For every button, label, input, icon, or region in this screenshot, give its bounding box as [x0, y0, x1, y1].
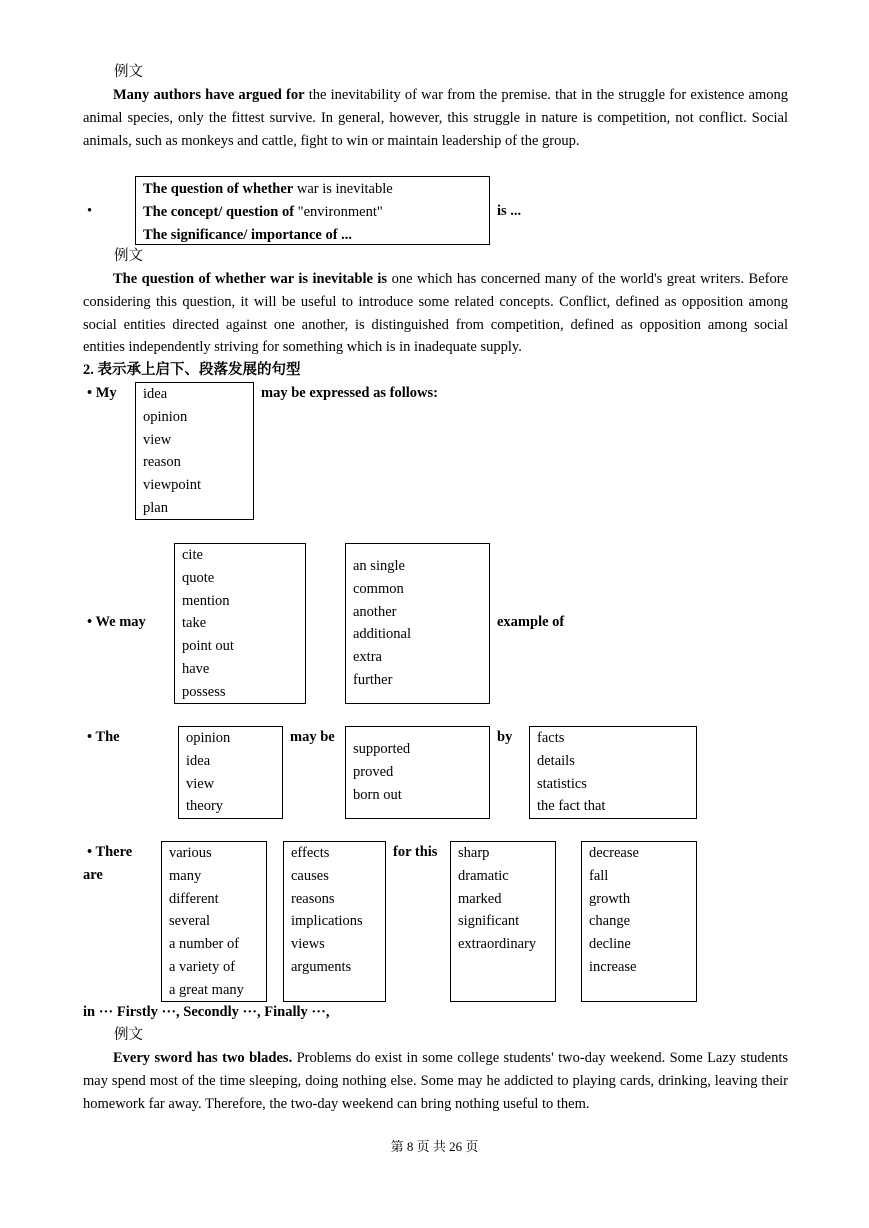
word-option: statistics [537, 775, 587, 792]
phrase-row [143, 201, 482, 224]
word-option: view [186, 775, 215, 792]
phrase-row [143, 224, 482, 247]
phrase-rest: "environment" [294, 203, 383, 220]
word-box-there-changes [581, 841, 697, 1002]
word-option: effects [291, 845, 330, 861]
para-lead: Every sword has two blades. [113, 1050, 293, 1066]
example-label: 例文 [114, 248, 143, 264]
word-box-we-adjectives [345, 543, 490, 704]
word-option: view [143, 431, 172, 448]
word-option: another [353, 603, 397, 620]
word-option: idea [186, 752, 211, 769]
word-option: theory [186, 798, 224, 815]
word-option: reasons [291, 890, 335, 907]
word-option: sharp [458, 845, 490, 861]
word-option: extraordinary [458, 936, 537, 953]
word-option: many [169, 867, 202, 884]
section-heading: 2. 表示承上启下、段落发展的句型 [83, 362, 301, 378]
bullet: • [87, 203, 93, 219]
word-option: take [182, 615, 207, 632]
word-option: growth [589, 890, 631, 907]
pattern-suffix: may be expressed as follows: [261, 385, 438, 401]
word-option: common [353, 580, 404, 597]
word-option: a number of [169, 936, 240, 953]
example-label: 例文 [114, 64, 143, 80]
pattern-lead: • We may [87, 614, 146, 630]
word-option: views [291, 936, 325, 953]
word-option: born out [353, 786, 402, 803]
word-option: change [589, 913, 631, 930]
para-body: the inevitability of war from the premise. that in the struggle for existence among animal species, only the fittest survive. In general, however, this struggle in nature is competition, not conflict. Social animals, such as monkeys and cattle, fight to win or maintain leadership of the group. [83, 87, 788, 149]
word-option: arguments [291, 958, 352, 975]
word-box-the-nouns [178, 726, 283, 819]
pattern-mid: may be [290, 729, 335, 745]
phrase-box-question [135, 176, 490, 245]
word-option: extra [353, 649, 382, 666]
pattern-mid: for this [393, 844, 438, 860]
word-option: various [169, 845, 212, 861]
word-option: dramatic [458, 867, 509, 884]
word-option: a great many [169, 981, 244, 998]
word-option: causes [291, 867, 329, 884]
para-lead: Many authors have argued for [113, 87, 305, 103]
word-option: marked [458, 890, 502, 907]
word-option: possess [182, 683, 226, 700]
pattern-lead-continued: are [83, 867, 103, 883]
word-option: decline [589, 936, 631, 953]
page-footer: 第 8 页 共 26 页 [390, 1139, 479, 1154]
phrase-rest: war is inevitable [293, 181, 393, 197]
word-option: plan [143, 499, 168, 516]
word-option: additional [353, 626, 411, 643]
para-body: one which has concerned many of the world's great writers. Before considering this question, it will be useful to introduce some related concepts. Conflict, defined as opposition among social entities directed against one another, is distinguished from competition, defined as opposition among social entities independently striving for something which is in inadequate supply. [83, 271, 788, 356]
example-label: 例文 [114, 1027, 143, 1043]
word-option: the fact that [537, 798, 606, 815]
example-paragraph-1 [83, 84, 788, 152]
word-option: cite [182, 547, 203, 563]
word-box-there-quantifiers [161, 841, 267, 1002]
phrase-suffix: is ... [497, 203, 522, 219]
pattern-lead: • There [87, 844, 133, 860]
word-option: different [169, 890, 219, 907]
word-box-there-adjectives [450, 841, 556, 1002]
para-body: Problems do exist in some college students' two-day weekend. Some Lazy students may spend most of the time sleeping, doing nothing else. Some may he addicted to playing cards, drinking, leaving their homework far away. Therefore, the two-day weekend can bring nothing useful to them. [83, 1050, 788, 1112]
phrase-bold: The question of whether [143, 181, 294, 197]
word-box-we-verbs [174, 543, 306, 704]
pattern-lead: • The [87, 729, 120, 745]
example-paragraph-2 [83, 268, 788, 359]
word-option: quote [182, 569, 215, 586]
word-option: facts [537, 730, 565, 746]
phrase-row [143, 178, 482, 201]
word-option: opinion [186, 730, 231, 746]
pattern-by: by [497, 729, 513, 745]
word-option: have [182, 660, 210, 677]
para-lead: The question of whether war is inevitable is [113, 271, 388, 287]
word-option: several [169, 913, 211, 930]
phrase-bold: The significance/ importance of ... [143, 226, 353, 243]
word-option: viewpoint [143, 477, 201, 494]
word-option: mention [182, 592, 230, 609]
word-option: decrease [589, 845, 639, 861]
word-box-the-verbs [345, 726, 490, 819]
word-option: further [353, 671, 393, 688]
word-option: opinion [143, 408, 188, 425]
word-option: supported [353, 741, 411, 757]
word-box-my [135, 382, 254, 520]
word-box-the-evidence [529, 726, 697, 819]
phrase-bold: The concept/ question of [143, 203, 295, 220]
word-option: an single [353, 558, 405, 574]
word-option: fall [589, 867, 609, 884]
word-option: proved [353, 763, 394, 780]
word-option: significant [458, 913, 520, 930]
word-option: a variety of [169, 958, 236, 975]
pattern-lead: • My [87, 385, 117, 401]
word-option: reason [143, 454, 181, 471]
sequence-line: in ··· Firstly ···, Secondly ···, Finally ···, [83, 1004, 330, 1020]
example-paragraph-3 [83, 1047, 788, 1115]
word-option: point out [182, 638, 234, 655]
word-option: details [537, 752, 575, 769]
pattern-suffix: example of [497, 614, 565, 630]
word-option: idea [143, 386, 168, 402]
word-option: implications [291, 913, 363, 930]
word-box-there-nouns [283, 841, 386, 1002]
word-option: increase [589, 958, 637, 975]
